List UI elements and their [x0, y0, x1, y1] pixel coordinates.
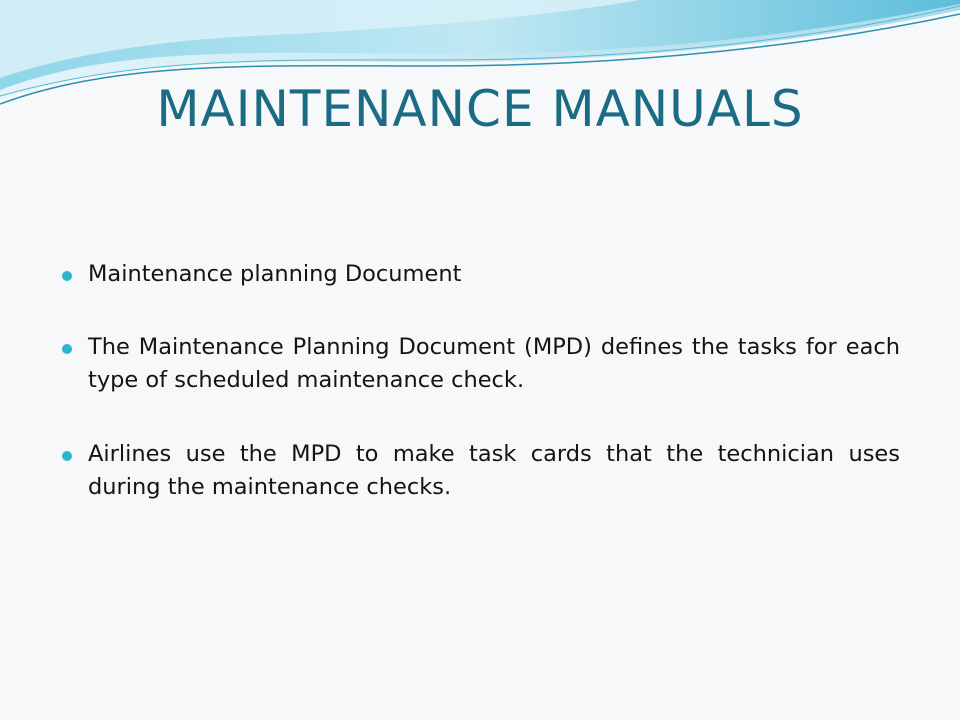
- bullet-dot-icon: [62, 451, 72, 461]
- bullet-dot-icon: [62, 271, 72, 281]
- bullet-item: [62, 438, 900, 504]
- bullet-item: [62, 258, 900, 291]
- bullet-text: Airlines use the MPD to make task cards that the technician uses during the maintenance checks.: [88, 441, 900, 500]
- bullet-dot-icon: [62, 344, 72, 354]
- bullet-item: [62, 331, 900, 397]
- bullet-list: [62, 258, 900, 544]
- slide-title: MAINTENANCE MANUALS: [156, 80, 804, 138]
- bullet-text: The Maintenance Planning Document (MPD) defines the tasks for each type of scheduled maintenance check.: [88, 334, 900, 393]
- bullet-text: Maintenance planning Document: [88, 261, 462, 287]
